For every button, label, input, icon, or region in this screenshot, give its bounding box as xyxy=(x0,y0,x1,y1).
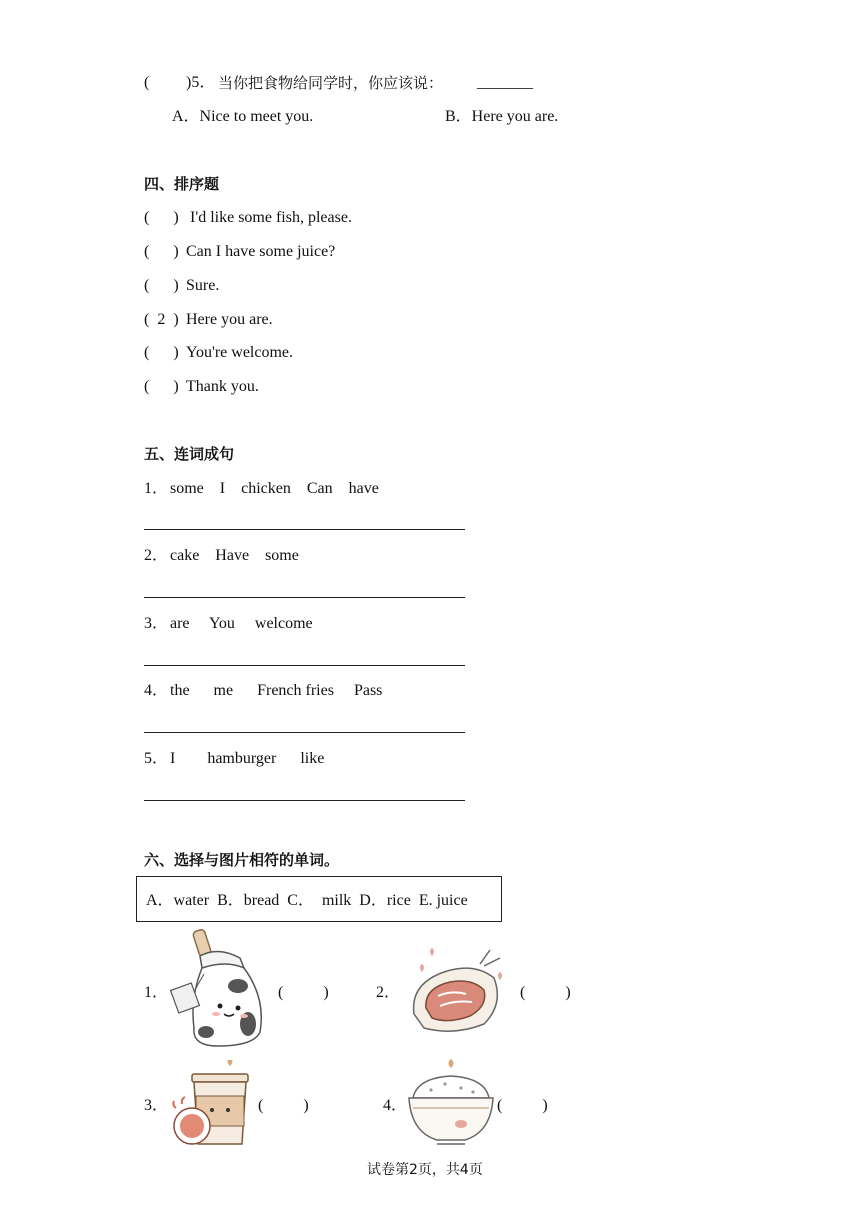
section4-item-text: Sure. xyxy=(186,277,220,294)
section5-item-words: some I chicken Can have xyxy=(170,480,379,497)
section6-item-number: 4． xyxy=(383,1097,408,1114)
section4-item-paren[interactable]: ( ) xyxy=(144,209,179,226)
section4-item-paren[interactable]: ( ) xyxy=(144,378,179,395)
answer-paren[interactable]: ( ) xyxy=(278,984,329,1001)
section5-item-number: 2． xyxy=(144,547,169,564)
section4-item-paren[interactable]: ( ) xyxy=(144,277,179,294)
section6-title: 六、选择与图片相符的单词。 xyxy=(144,851,340,869)
section5-item-words: the me French fries Pass xyxy=(170,682,383,699)
page-footer: 试卷第2页，共4页 xyxy=(367,1162,483,1178)
section4-item-paren[interactable]: ( 2 ) xyxy=(144,311,179,328)
section5-title: 五、连词成句 xyxy=(144,445,235,463)
q5-number: )5． xyxy=(186,74,216,91)
section4-item-text: You're welcome. xyxy=(186,344,294,361)
bread-icon xyxy=(404,944,508,1040)
section6-item-number: 3． xyxy=(144,1097,169,1114)
section4-item-paren[interactable]: ( ) xyxy=(144,243,179,260)
answer-line[interactable] xyxy=(144,665,465,666)
section5-item-words: are You welcome xyxy=(170,615,313,632)
answer-line[interactable] xyxy=(144,732,465,733)
section5-item-number: 3． xyxy=(144,615,169,632)
section4-title: 四、排序题 xyxy=(144,175,220,193)
q5-option-a[interactable]: A．Nice to meet you. xyxy=(172,108,314,125)
section4-item-text: I'd like some fish, please. xyxy=(186,209,352,226)
section6-item-number: 2． xyxy=(376,984,401,1001)
section5-item-number: 4． xyxy=(144,682,169,699)
q5-option-b[interactable]: B．Here you are. xyxy=(445,108,559,125)
section5-item-words: I hamburger like xyxy=(170,750,325,767)
juice-cup-icon xyxy=(172,1060,254,1148)
answer-paren[interactable]: ( ) xyxy=(520,984,571,1001)
answer-paren[interactable]: ( ) xyxy=(497,1097,548,1114)
answer-paren[interactable]: ( ) xyxy=(258,1097,309,1114)
section4-item-text: Thank you. xyxy=(186,378,259,395)
answer-line[interactable] xyxy=(144,800,465,801)
rice-bowl-icon xyxy=(405,1058,497,1148)
answer-line[interactable] xyxy=(144,597,465,598)
q5-blank[interactable]: _______ xyxy=(477,74,533,91)
section4-item-text: Here you are. xyxy=(186,311,273,328)
section4-item-text: Can I have some juice? xyxy=(186,243,336,260)
q5-paren-open: ( xyxy=(144,74,150,91)
milk-bottle-icon xyxy=(168,928,268,1050)
q5-prompt: 当你把食物给同学时，你应该说： xyxy=(218,74,444,92)
section5-item-number: 5． xyxy=(144,750,169,767)
section6-item-number: 1． xyxy=(144,984,169,1001)
section5-item-number: 1． xyxy=(144,480,169,497)
answer-line[interactable] xyxy=(144,529,465,530)
section5-item-words: cake Have some xyxy=(170,547,299,564)
section4-item-paren[interactable]: ( ) xyxy=(144,344,179,361)
word-options: A．water B．bread C． milk D．rice E. juice xyxy=(146,892,468,909)
